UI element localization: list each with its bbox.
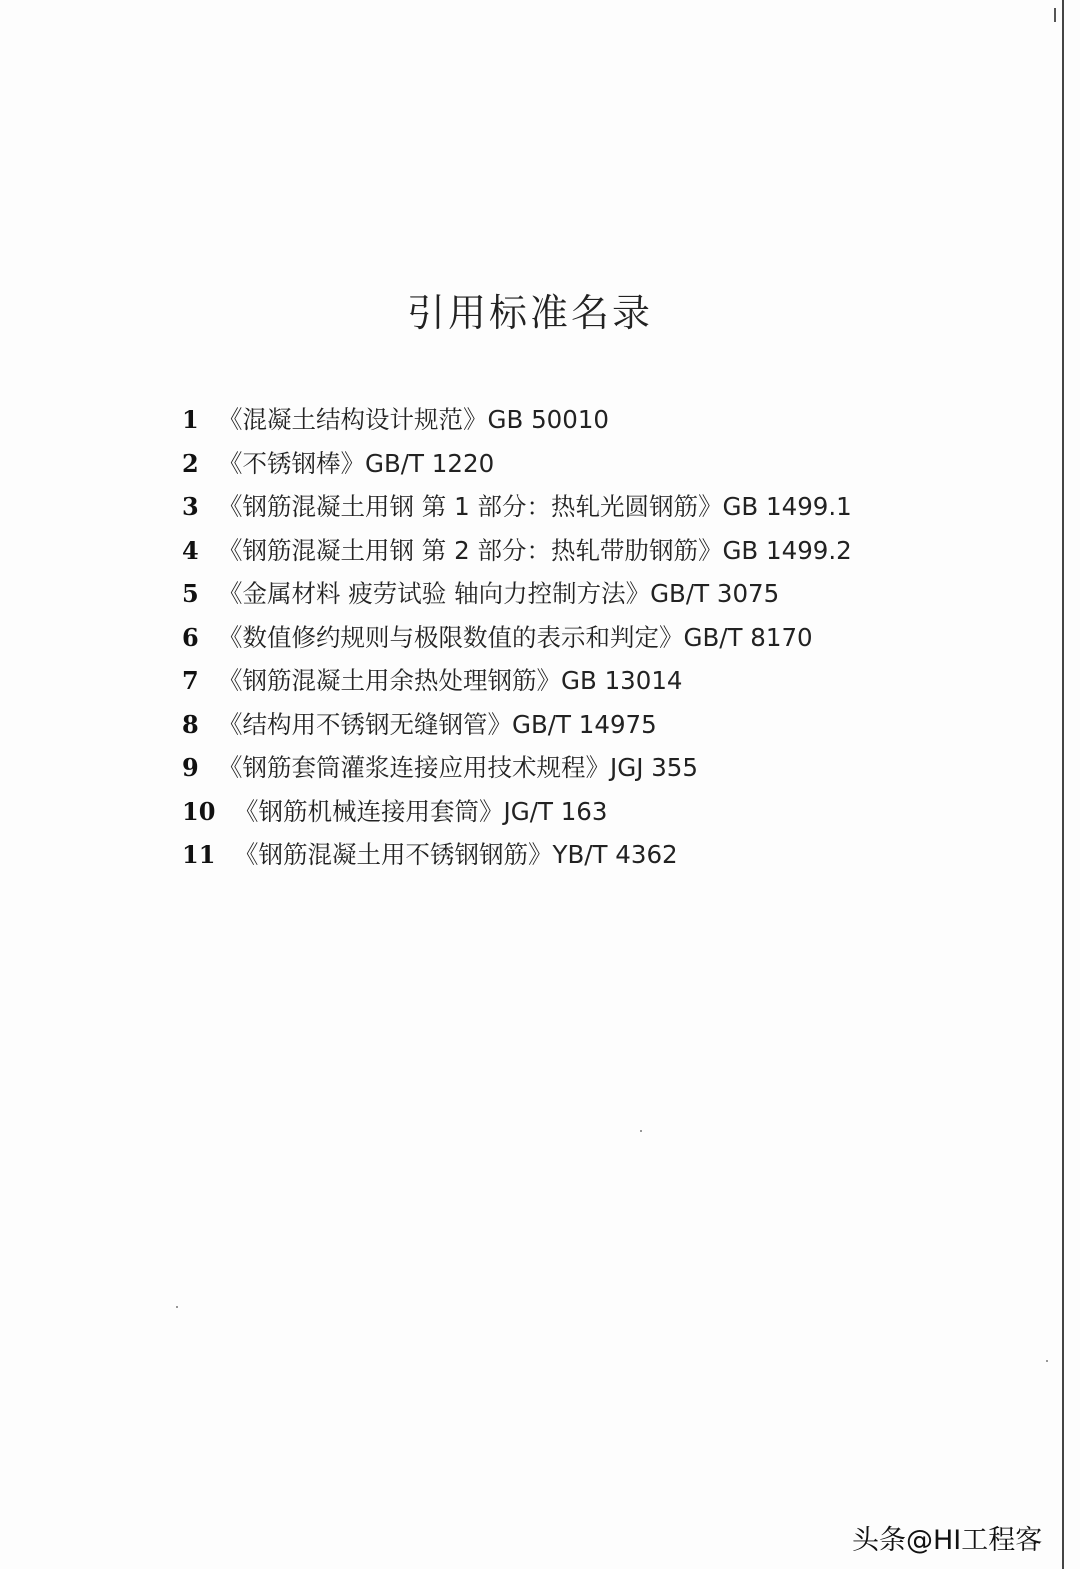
item-number: 10 (182, 796, 216, 826)
item-text: 《钢筋机械连接用套筒》JG/T 163 (234, 796, 608, 826)
item-number: 4 (182, 535, 199, 565)
item-number: 7 (182, 666, 199, 695)
list-item (182, 485, 1042, 529)
page-title: 引用标准名录 (406, 291, 653, 335)
item-text: 《混凝土结构设计规范》GB 50010 (218, 405, 610, 434)
scan-speck (1046, 1360, 1048, 1362)
page-edge-line (1062, 0, 1064, 1569)
list-item (182, 746, 1042, 790)
item-text: 《数值修约规则与极限数值的表示和判定》GB/T 8170 (218, 622, 813, 652)
item-number: 9 (182, 753, 199, 782)
list-item (182, 529, 1042, 573)
list-item (182, 703, 1042, 747)
item-number: 11 (182, 840, 216, 869)
list-item (182, 616, 1042, 660)
watermark-text: 头条@HI工程客 (852, 1525, 1043, 1556)
scan-speck (176, 1306, 178, 1308)
item-text: 《钢筋混凝土用钢 第 2 部分：热轧带肋钢筋》GB 1499.2 (218, 535, 852, 565)
item-text: 《钢筋混凝土用余热处理钢筋》GB 13014 (218, 666, 683, 695)
scan-speck (640, 1130, 642, 1132)
list-item (182, 833, 1042, 877)
list-item (182, 790, 1042, 834)
item-number: 6 (182, 622, 199, 652)
item-text: 《钢筋套筒灌浆连接应用技术规程》JGJ 355 (218, 753, 698, 782)
item-text: 《钢筋混凝土用钢 第 1 部分：热轧光圆钢筋》GB 1499.1 (218, 492, 852, 521)
item-number: 1 (182, 405, 199, 434)
item-number: 2 (182, 448, 199, 478)
item-text: 《不锈钢棒》GB/T 1220 (218, 448, 495, 478)
reference-list (182, 398, 1042, 877)
list-item (182, 442, 1042, 486)
item-number: 5 (182, 579, 199, 608)
list-item (182, 398, 1042, 442)
item-number: 3 (182, 492, 199, 521)
list-item (182, 572, 1042, 616)
item-text: 《结构用不锈钢无缝钢管》GB/T 14975 (218, 709, 657, 739)
corner-mark (1054, 8, 1064, 22)
item-text: 《金属材料 疲劳试验 轴向力控制方法》GB/T 3075 (218, 579, 780, 608)
item-text: 《钢筋混凝土用不锈钢钢筋》YB/T 4362 (234, 840, 678, 869)
item-number: 8 (182, 709, 199, 739)
list-item (182, 659, 1042, 703)
